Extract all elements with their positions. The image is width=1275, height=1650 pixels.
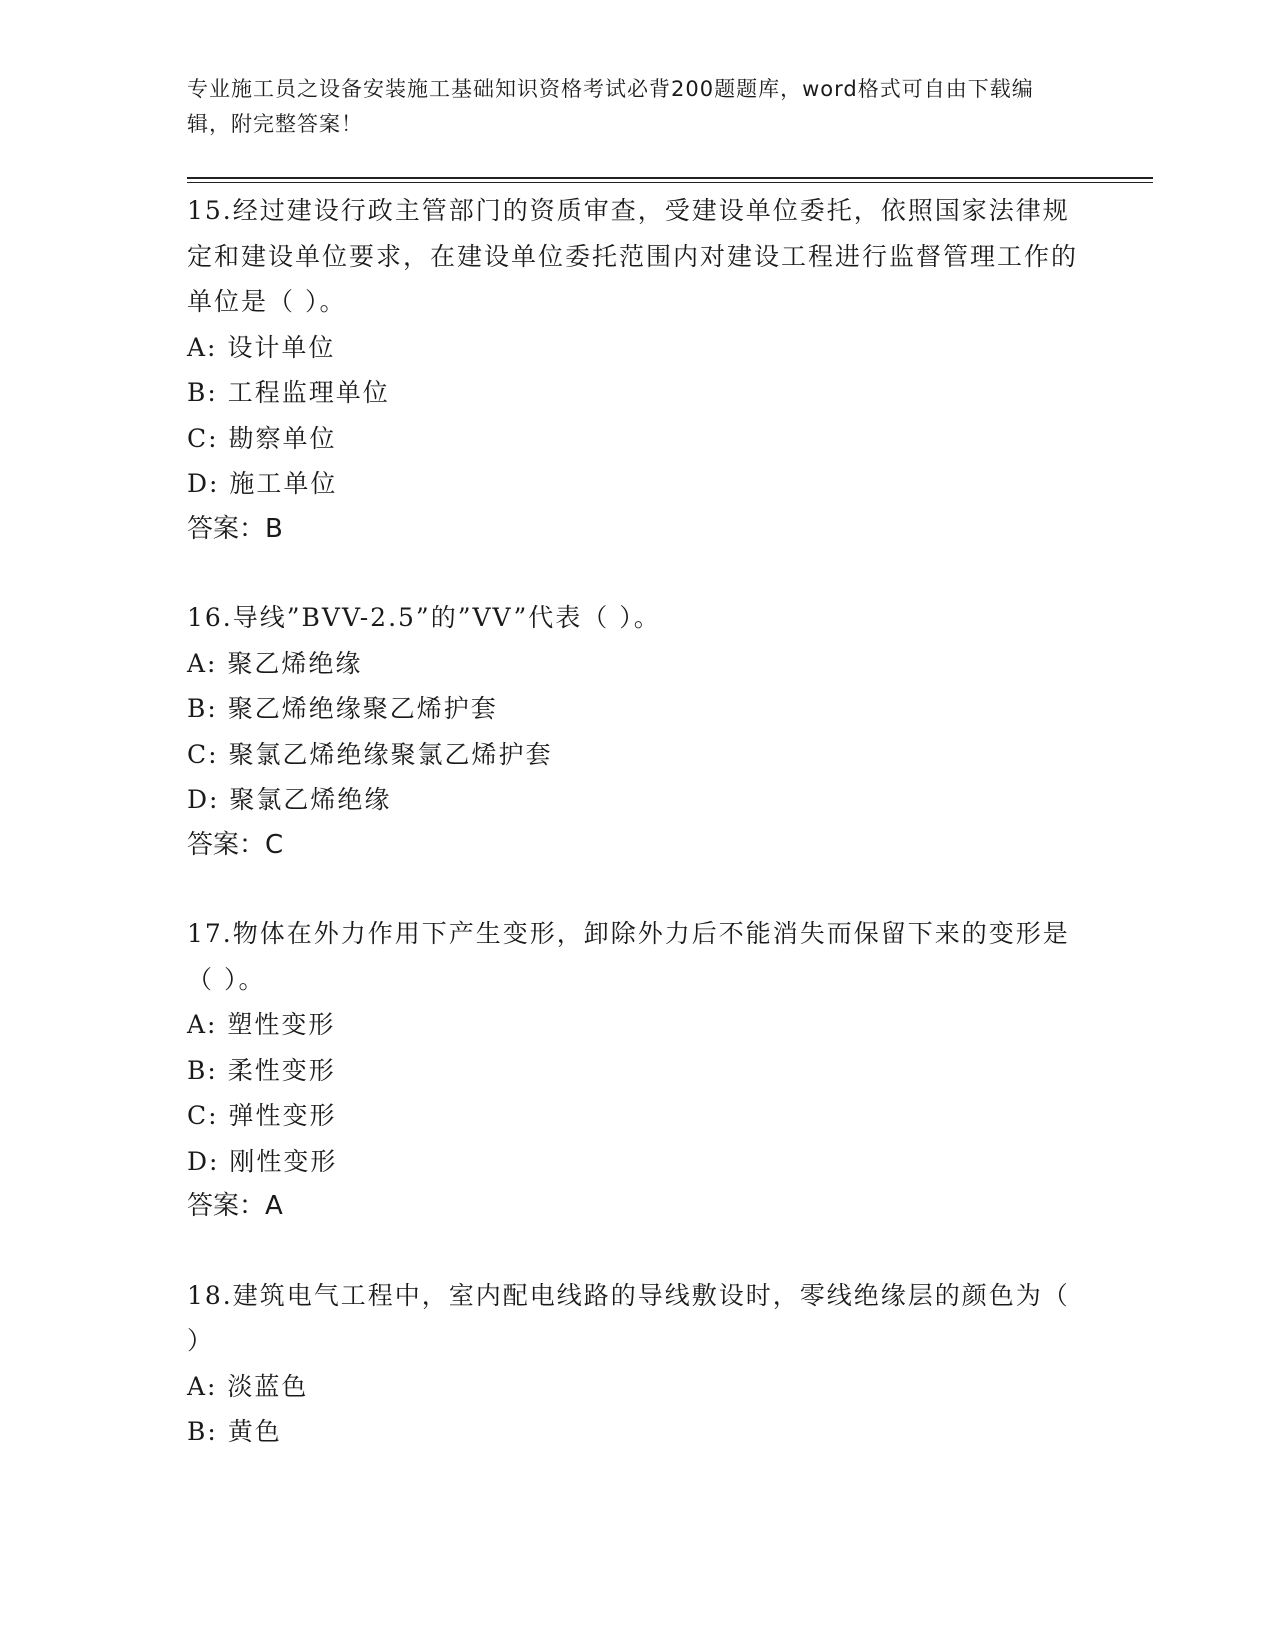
option-c: C: 弹性变形 [187, 1101, 337, 1130]
option-a: A: 设计单位 [187, 332, 336, 362]
question-stem: 15.经过建设行政主管部门的资质审查，受建设单位委托，依照国家法律规定和建设单位要求，在建设单位委托范围内对建设工程进行监督管理工作的单位是（ ）。 [187, 196, 1079, 316]
question-list [187, 188, 1087, 1498]
answer-label: 答案：B [187, 513, 283, 544]
answer-label: 答案：C [187, 829, 284, 860]
option-a: A: 塑性变形 [187, 1010, 336, 1039]
question-stem: 16.导线”BVV-2.5”的”VV”代表（ ）。 [187, 603, 661, 632]
option-b: B: 工程监理单位 [187, 378, 390, 407]
question-15 [187, 188, 1087, 552]
option-b: B: 柔性变形 [187, 1055, 336, 1085]
question-17 [187, 911, 1087, 1230]
document-header: 专业施工员之设备安装施工基础知识资格考试必背200题题库，word格式可自由下载编辑，附完整答案！ [187, 77, 1034, 136]
option-b: B: 聚乙烯绝缘聚乙烯护套 [187, 694, 498, 723]
answer-label: 答案：A [187, 1191, 283, 1221]
option-b: B: 黄色 [187, 1417, 282, 1446]
option-a: A: 淡蓝色 [187, 1371, 309, 1401]
question-stem: 18.建筑电气工程中，室内配电线路的导线敷设时，零线绝缘层的颜色为（ ） [187, 1280, 1070, 1355]
option-c: C: 勘察单位 [187, 423, 337, 453]
header-divider-thick [187, 177, 1153, 179]
option-d: D: 施工单位 [187, 469, 338, 498]
question-16 [187, 595, 1087, 868]
header-divider-thin [187, 182, 1153, 183]
option-c: C: 聚氯乙烯绝缘聚氯乙烯护套 [187, 739, 553, 769]
option-a: A: 聚乙烯绝缘 [187, 648, 363, 678]
option-d: D: 刚性变形 [187, 1146, 338, 1176]
question-stem: 17.物体在外力作用下产生变形，卸除外力后不能消失而保留下来的变形是（ ）。 [187, 919, 1070, 994]
option-d: D: 聚氯乙烯绝缘 [187, 785, 392, 814]
question-18 [187, 1273, 1087, 1455]
